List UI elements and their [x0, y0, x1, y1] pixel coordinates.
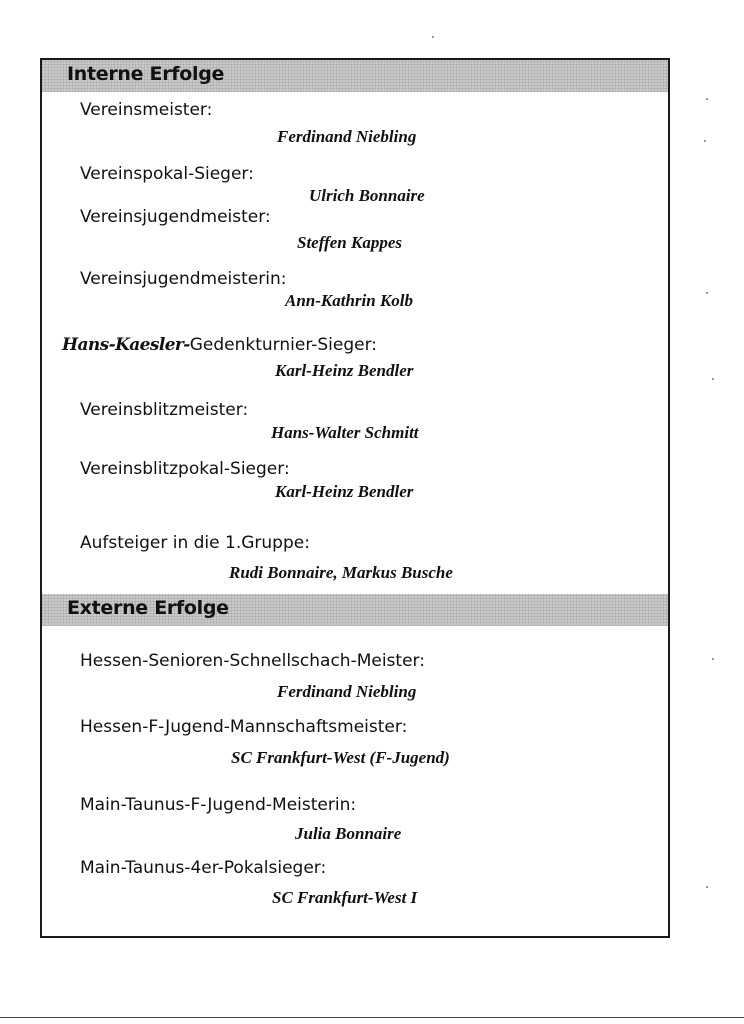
entry-winner-vereinspokal-sieger: Ulrich Bonnaire [309, 186, 425, 205]
entry-label-vereinsmeister: Vereinsmeister: [80, 100, 213, 120]
entry-winner-hessen-senioren: Ferdinand Niebling [277, 682, 417, 701]
section-title-internal: Interne Erfolge [67, 63, 225, 85]
entry-label-aufsteiger: Aufsteiger in die 1.Gruppe: [80, 533, 310, 553]
entry-label-vereinsblitzpokal-sieger: Vereinsblitzpokal-Sieger: [80, 459, 290, 479]
entry-label-vereinsjugendmeister: Vereinsjugendmeister: [80, 207, 271, 227]
entry-label-hessen-f-jugend: Hessen-F-Jugend-Mannschaftsmeister: [80, 717, 408, 737]
memorial-label-text: Gedenkturnier-Sieger: [189, 335, 377, 355]
entry-winner-vereinsblitzmeister: Hans-Walter Schmitt [271, 423, 419, 442]
entry-winner-gedenkturnier-sieger: Karl-Heinz Bendler [275, 361, 414, 380]
scan-speck [706, 886, 708, 888]
entry-winner-main-taunus-4er: SC Frankfurt-West I [272, 888, 418, 907]
entry-winner-vereinsjugendmeisterin: Ann-Kathrin Kolb [285, 291, 414, 310]
scan-speck [712, 378, 714, 380]
section-header-internal [42, 60, 668, 92]
entry-label-vereinsblitzmeister: Vereinsblitzmeister: [80, 400, 249, 420]
entry-label-hessen-senioren: Hessen-Senioren-Schnellschach-Meister: [80, 651, 425, 671]
entry-winner-vereinsmeister: Ferdinand Niebling [277, 127, 417, 146]
memorial-name: Hans-Kaesler- [62, 335, 190, 355]
scan-speck [712, 658, 714, 660]
entry-label-vereinspokal-sieger: Vereinspokal-Sieger: [80, 164, 254, 184]
entry-label-gedenkturnier-sieger [62, 335, 377, 355]
section-title-external: Externe Erfolge [67, 597, 229, 619]
entry-winner-vereinsblitzpokal-sieger: Karl-Heinz Bendler [275, 482, 414, 501]
scan-speck [706, 292, 708, 294]
entry-winner-main-taunus-f-jugend: Julia Bonnaire [295, 824, 402, 843]
scan-speck [704, 140, 706, 142]
entry-label-main-taunus-4er: Main-Taunus-4er-Pokalsieger: [80, 858, 327, 878]
results-frame [40, 58, 670, 938]
entry-label-main-taunus-f-jugend: Main-Taunus-F-Jugend-Meisterin: [80, 795, 357, 815]
scan-speck [432, 36, 434, 38]
entry-winner-vereinsjugendmeister: Steffen Kappes [297, 233, 402, 252]
entry-winner-aufsteiger: Rudi Bonnaire, Markus Busche [229, 563, 453, 582]
section-header-external [42, 594, 668, 626]
entry-winner-hessen-f-jugend: SC Frankfurt-West (F-Jugend) [231, 748, 450, 767]
page-bottom-rule [0, 1017, 744, 1018]
scan-speck [706, 98, 708, 100]
entry-label-vereinsjugendmeisterin: Vereinsjugendmeisterin: [80, 269, 287, 289]
